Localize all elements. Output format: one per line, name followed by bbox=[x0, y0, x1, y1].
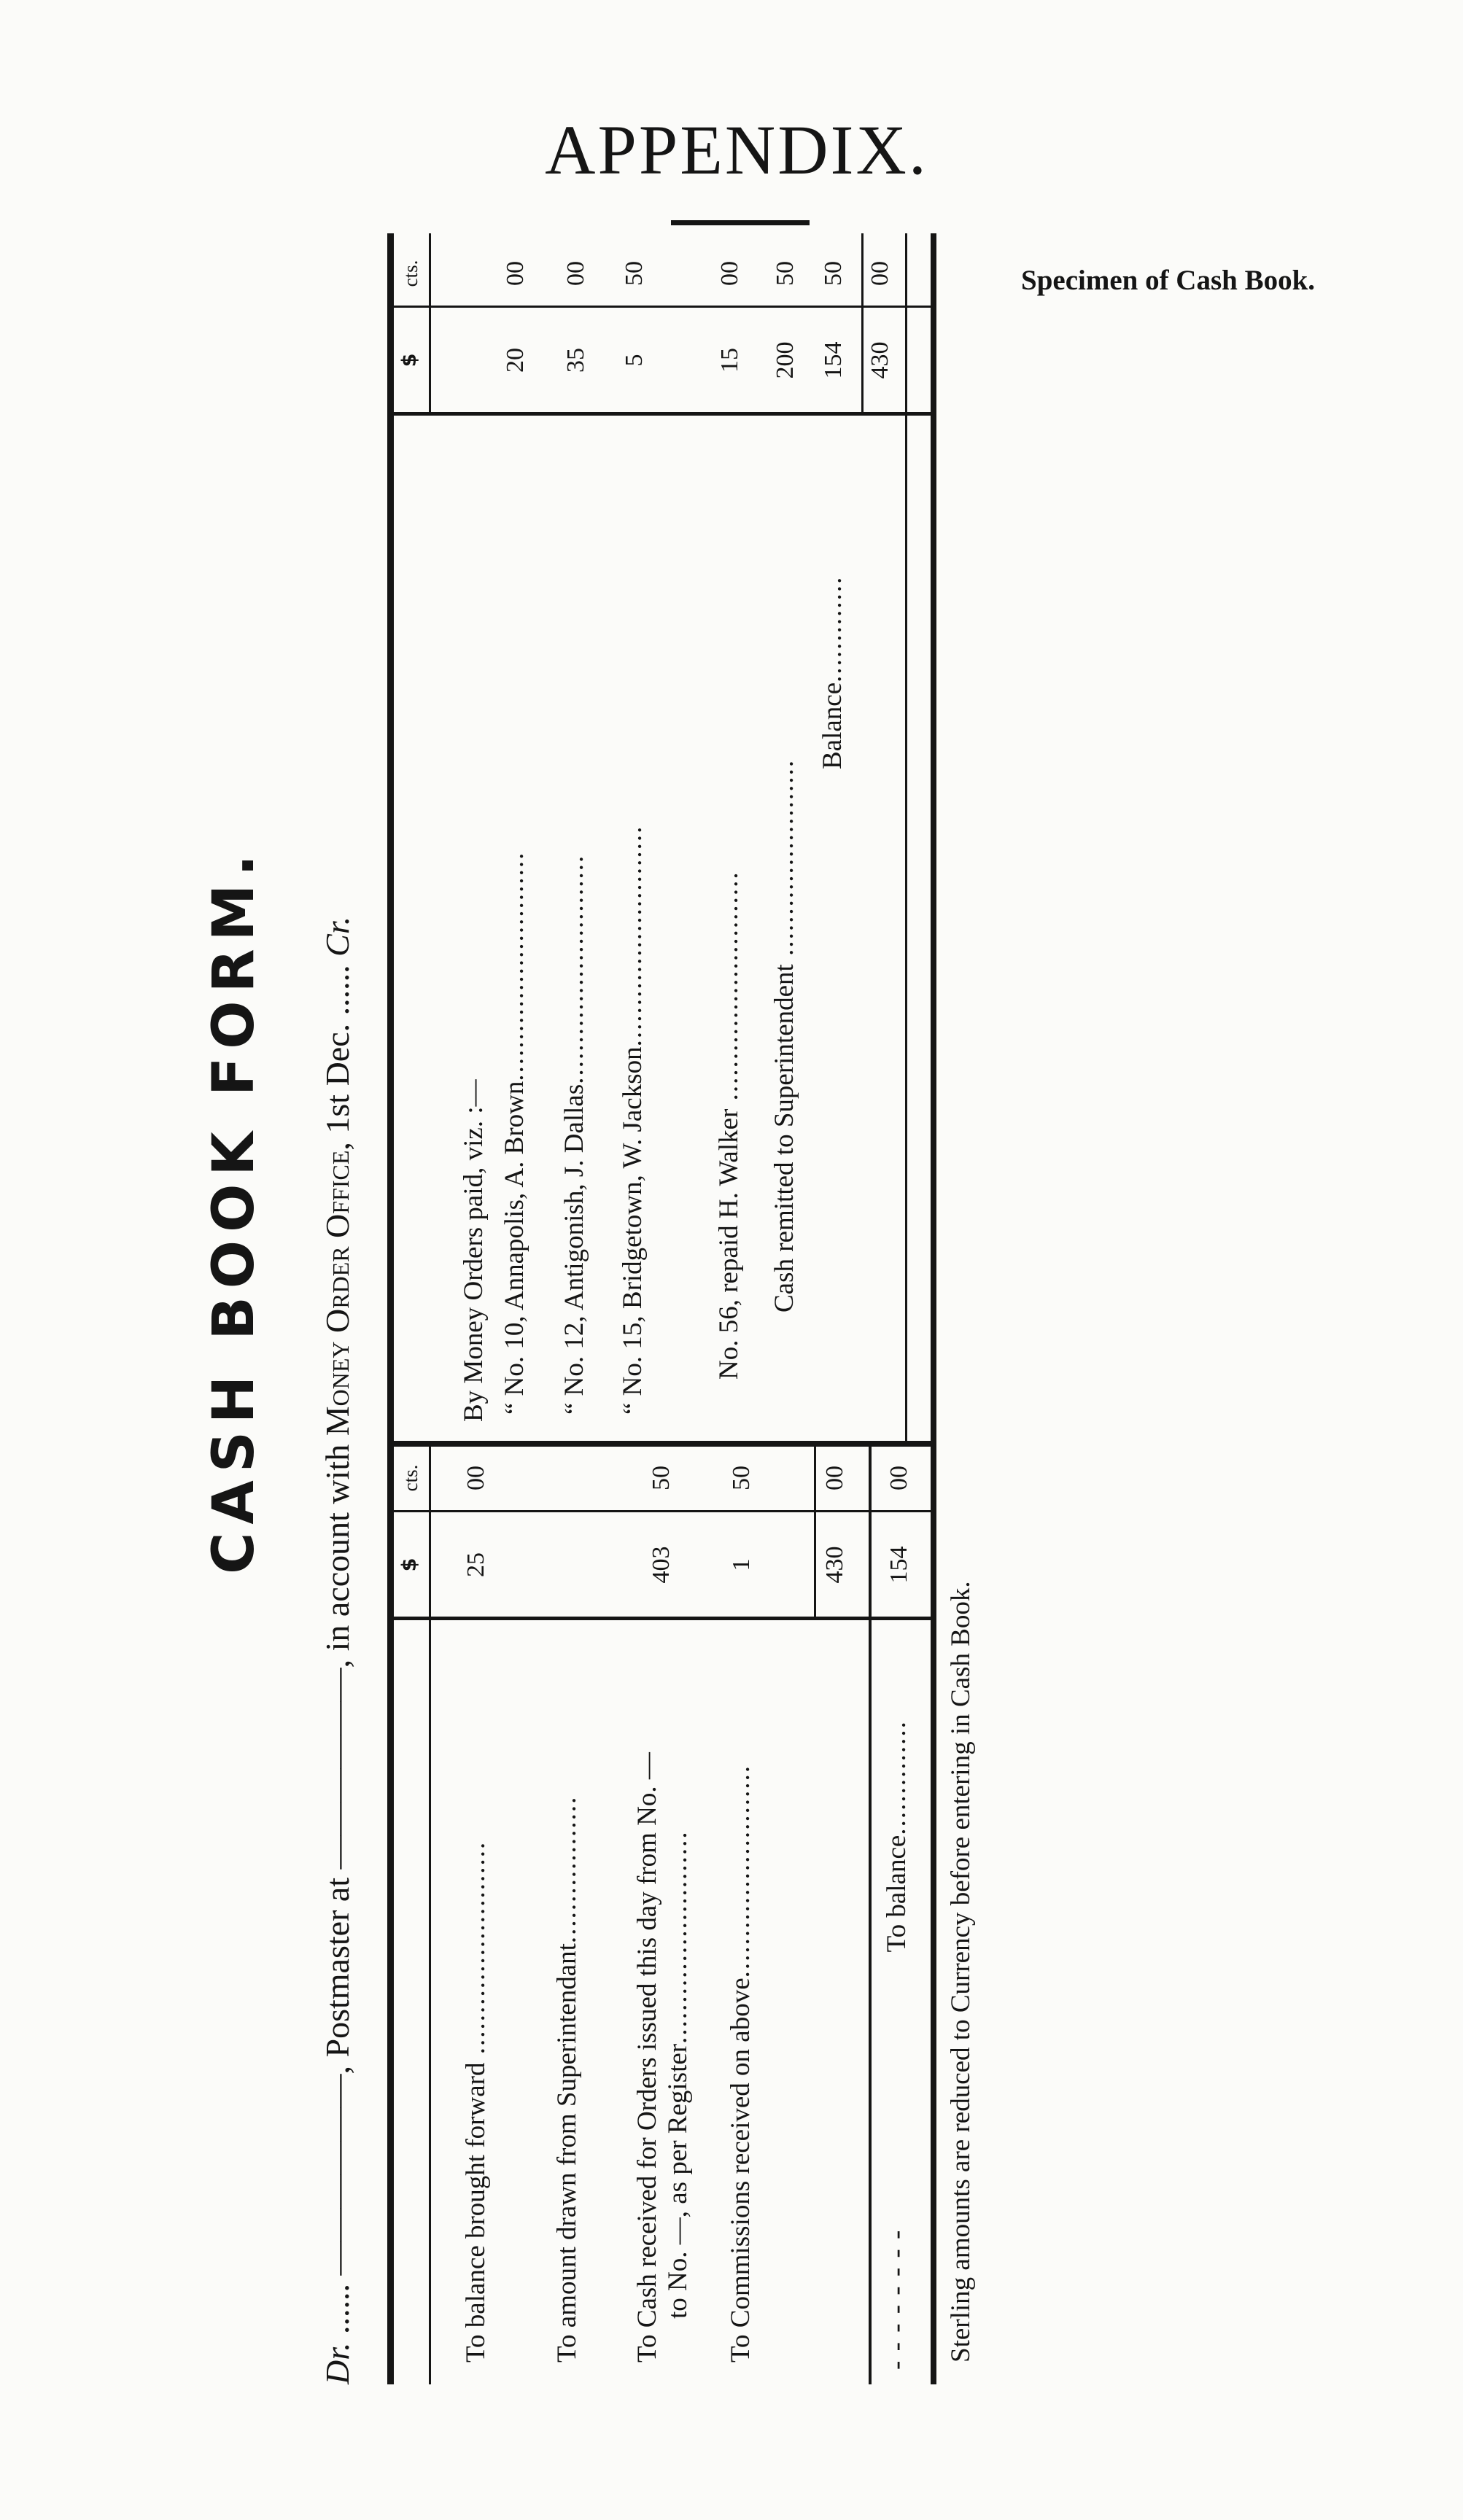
debit-row-text-continued: to No. —, as per Register.......................... bbox=[663, 1830, 693, 2319]
debit-total-cents: 00 bbox=[821, 1466, 848, 1490]
credit-head-rule bbox=[429, 233, 431, 416]
cash-book-form bbox=[172, 139, 976, 2384]
form-title: CASH BOOK FORM. bbox=[201, 847, 267, 1574]
debit-head-rule bbox=[429, 1444, 431, 2384]
credit-amount-left-rule bbox=[391, 412, 934, 416]
credit-row-text: No. 56, repaid H. Walker ............................ bbox=[714, 871, 744, 1380]
debit-dollars-header: $ bbox=[398, 1558, 421, 1572]
debit-cents-rule bbox=[391, 1510, 934, 1512]
credit-row-cents: 00 bbox=[716, 261, 743, 286]
credit-heading: By Money Orders paid, viz. :— bbox=[459, 1079, 489, 1422]
credit-row-cents: 00 bbox=[562, 261, 589, 286]
credit-row-dollars: 15 bbox=[716, 348, 743, 373]
debit-row-cents: 50 bbox=[648, 1466, 675, 1490]
footnote: Sterling amounts are reduced to Currency before entering in Cash Book. bbox=[946, 1581, 976, 2362]
debit-row-text: To Cash received for Orders issued this day from No. — bbox=[632, 1752, 662, 2362]
cr-label: Cr. bbox=[319, 916, 356, 957]
credit-row-dollars: 35 bbox=[562, 348, 589, 373]
credit-row-cents: 50 bbox=[621, 261, 648, 286]
credit-row-dollars: 200 bbox=[772, 341, 799, 379]
office-label: Money Order Office, bbox=[319, 1142, 356, 1436]
credit-cents-header: cts. bbox=[400, 260, 422, 287]
credit-row-text: Balance............. bbox=[818, 575, 847, 769]
credit-total-dollars: 430 bbox=[866, 341, 893, 379]
credit-total-bottom-rule bbox=[905, 233, 907, 1441]
debit-row-cents: 00 bbox=[462, 1466, 489, 1490]
credit-row-dollars: 154 bbox=[820, 341, 847, 379]
credit-cents-rule bbox=[391, 306, 934, 308]
debit-row-dollars: 25 bbox=[462, 1552, 489, 1577]
credit-row-dollars: 5 bbox=[621, 354, 648, 367]
specimen-label: Specimen of Cash Book. bbox=[1021, 265, 1316, 296]
debit-total-bottom-rule bbox=[869, 1441, 872, 2384]
debit-row-cents: 50 bbox=[728, 1466, 755, 1490]
bottom-rule bbox=[931, 233, 936, 2384]
debit-balance-text: - - - - - - - - To balance.............. bbox=[882, 1720, 912, 2370]
top-rule bbox=[387, 233, 394, 2384]
postmaster-label: Postmaster at bbox=[319, 1877, 356, 2058]
debit-balance-dollars: 154 bbox=[885, 1546, 912, 1584]
in-account-label: in account with bbox=[319, 1444, 356, 1652]
credit-row-dollars: 20 bbox=[502, 348, 529, 373]
debit-total-dollars: 430 bbox=[821, 1546, 848, 1584]
credit-row-text: “ No. 10, Annapolis, A. Brown............................ bbox=[500, 851, 529, 1415]
credit-dollars-header: $ bbox=[398, 353, 421, 368]
credit-row-cents: 50 bbox=[820, 261, 847, 286]
debit-cents-header: cts. bbox=[400, 1464, 422, 1492]
date-label: 1st Dec. bbox=[319, 1023, 356, 1134]
appendix-title: APPENDIX. bbox=[545, 111, 928, 189]
credit-row-cents: 50 bbox=[772, 261, 799, 286]
credit-row-text: Cash remitted to Superintendent ........................ bbox=[769, 758, 799, 1312]
debit-balance-cents: 00 bbox=[885, 1466, 912, 1490]
credit-row-cents: 00 bbox=[502, 261, 529, 286]
debit-row-text: To balance brought forward .......................... bbox=[461, 1840, 491, 2362]
debit-row-dollars: 403 bbox=[648, 1546, 675, 1584]
credit-total-cents: 00 bbox=[866, 261, 893, 286]
credit-row-text: “ No. 15, Bridgetown, W. Jackson........................... bbox=[618, 825, 648, 1415]
form-header: Dr. ...... ——————, Postmaster at ——————, in account with Money Order Office, 1st Dec. ...... Cr. bbox=[319, 916, 356, 2384]
center-rule bbox=[391, 1441, 934, 1447]
dr-label: Dr. bbox=[319, 2342, 356, 2384]
debit-total-rule bbox=[814, 1441, 816, 1620]
credit-row-text: “ No. 12, Antigonish, J. Dallas............................ bbox=[559, 854, 589, 1415]
debit-row-text: To amount drawn from Superintendant.................. bbox=[552, 1795, 582, 2362]
debit-row-text: To Commissions received on above.......................... bbox=[726, 1764, 756, 2362]
debit-row-dollars: 1 bbox=[728, 1558, 755, 1571]
credit-total-rule bbox=[861, 233, 864, 416]
debit-amount-left-rule bbox=[391, 1617, 934, 1620]
